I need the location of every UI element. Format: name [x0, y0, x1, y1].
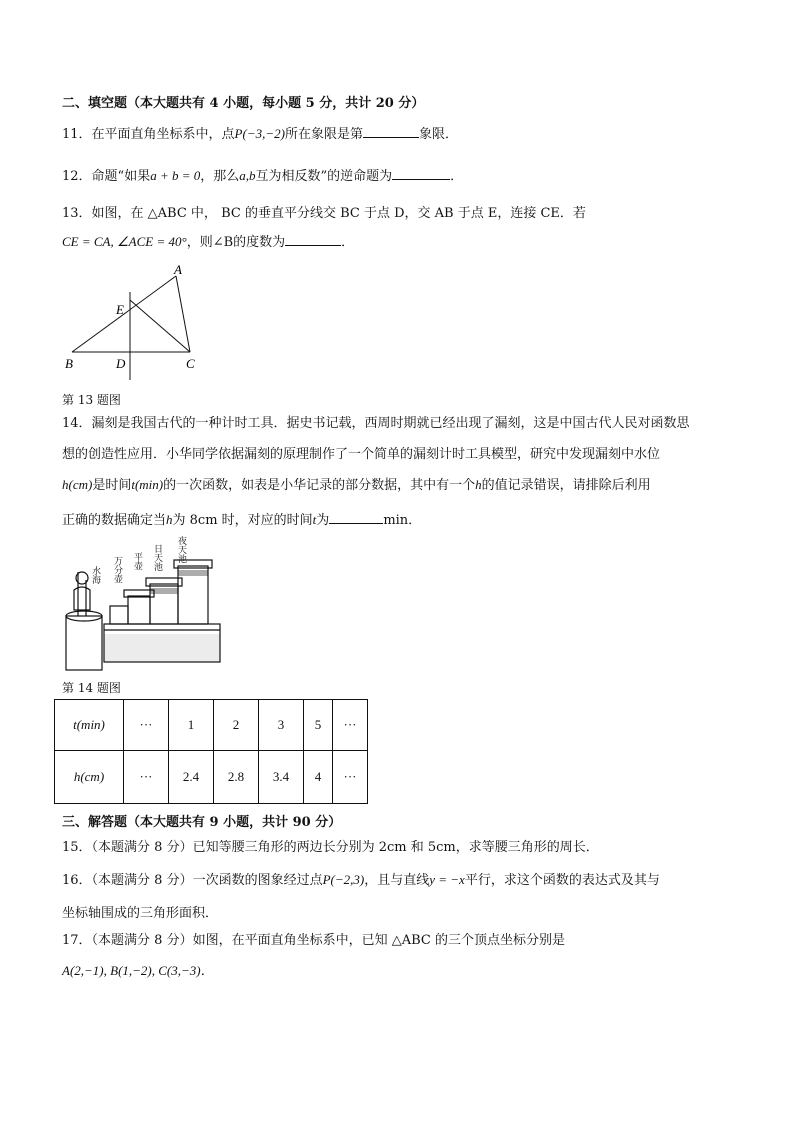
- table-header-h: h(cm): [55, 751, 124, 804]
- q14-text-b: 的一次函数，如表是小华记录的部分数据，其中有一个: [163, 478, 476, 493]
- q16-math-point: P(−2,3): [322, 872, 365, 887]
- q11-text-end: 象限．: [418, 127, 458, 142]
- label-e: E: [116, 302, 124, 317]
- question-16-line-2: 坐标轴围成的三角形面积．: [62, 906, 219, 921]
- question-16-line-1: [62, 869, 660, 888]
- q16-text-pre: 16．（本题满分 8 分）一次函数的图象经过点: [62, 873, 323, 888]
- q11-text-post: 所在象限是第: [284, 127, 363, 142]
- label-level-pot: 平壶: [133, 552, 143, 570]
- q13-math: CE = CA, ∠ACE = 40°: [62, 234, 187, 249]
- label-day-pool: 日天池: [153, 544, 163, 571]
- q14-t-var: t: [312, 512, 317, 527]
- q14-text-f: 为: [316, 513, 330, 528]
- table-cell: ···: [333, 700, 368, 751]
- segment-ec: [130, 300, 190, 352]
- question-17-line-1: 17．（本题满分 8 分）如图，在平面直角坐标系中，已知 △ABC 的三个顶点坐标分别是: [62, 933, 565, 948]
- q14-answer-blank[interactable]: [329, 511, 383, 524]
- label-b: B: [65, 356, 73, 371]
- q14-text-e: 为 8cm 时，对应的时间: [172, 513, 313, 528]
- q14-caption: 第 14 题图: [62, 681, 121, 695]
- table-cell: 2.8: [214, 751, 259, 804]
- table-cell: 5: [304, 700, 333, 751]
- q13-text-end: ．: [341, 235, 355, 250]
- q14-h-var: h: [475, 477, 482, 492]
- q12-text-end: ．: [450, 169, 464, 184]
- q12-answer-blank[interactable]: [392, 167, 450, 180]
- q11-answer-blank[interactable]: [363, 125, 419, 138]
- q11-text-pre: 11．在平面直角坐标系中，点: [62, 127, 235, 142]
- table-cell: 4: [304, 751, 333, 804]
- table-row-t: [55, 700, 368, 751]
- q13-answer-blank[interactable]: [285, 233, 341, 246]
- question-11: [62, 123, 458, 142]
- q16-math-line: y = −x: [429, 872, 465, 887]
- tank-level: [128, 596, 150, 624]
- q14-water-clock-illustration: [60, 530, 230, 675]
- table-header-t: t(min): [55, 700, 124, 751]
- segment-ba: [72, 276, 176, 352]
- label-c: C: [186, 356, 195, 371]
- segment-ac: [176, 276, 190, 352]
- table-cell: 2: [214, 700, 259, 751]
- table-cell: 3: [259, 700, 304, 751]
- question-14-line-4: [62, 509, 421, 528]
- question-13-line-1: 13．如图，在 △ABC 中， BC 的垂直平分线交 BC 于点 D，交 AB 于点 E，连接 CE．若: [62, 206, 586, 221]
- question-13-line-2: [62, 231, 354, 250]
- question-15: 15．（本题满分 8 分）已知等腰三角形的两边长分别为 2cm 和 5cm，求等腰三角形的周长．: [62, 840, 599, 855]
- table-cell: ···: [124, 751, 169, 804]
- q12-math-2: a,b: [239, 168, 256, 183]
- q13-caption: 第 13 题图: [62, 393, 121, 407]
- section-2-heading: 二、填空题（本大题共有 4 小题，每小题 5 分，共计 20 分）: [62, 96, 425, 111]
- question-14-line-2: 想的创造性应用．小华同学依据漏刻的原理制作了一个简单的漏刻计时工具模型，研究中发现漏刻中水位: [62, 447, 661, 462]
- q12-text-pre: 12．命题“如果: [62, 169, 151, 184]
- q12-text-mid: ，那么: [200, 169, 240, 184]
- label-water-sea: 水海: [91, 566, 101, 584]
- q14-h-var-2: h: [166, 512, 173, 527]
- table-cell: 1: [169, 700, 214, 751]
- q14-data-table: [54, 699, 368, 804]
- q13-triangle-figure: [58, 262, 218, 387]
- q14-text-d: 正确的数据确定当: [62, 513, 167, 528]
- label-night-pool: 夜天池: [177, 536, 187, 563]
- table-cell: 2.4: [169, 751, 214, 804]
- question-17-line-2: A(2,−1), B(1,−2), C(3,−3)．: [62, 963, 214, 978]
- q14-t-min: t(min): [131, 477, 164, 492]
- question-12: [62, 165, 463, 184]
- q14-text-g: min．: [383, 513, 422, 528]
- table-cell: ···: [333, 751, 368, 804]
- table-cell: ···: [124, 700, 169, 751]
- label-a: A: [174, 262, 182, 277]
- section-3-heading: 三、解答题（本大题共有 9 小题，共计 90 分）: [62, 815, 342, 830]
- water-sea-cylinder: [66, 616, 102, 670]
- table-cell: 3.4: [259, 751, 304, 804]
- question-14-line-3: [62, 474, 651, 493]
- q11-math: P(−3,−2): [234, 126, 285, 141]
- table-row-h: [55, 751, 368, 804]
- label-d: D: [116, 356, 126, 371]
- q12-text-post: 互为相反数”的逆命题为: [255, 169, 393, 184]
- q14-h-cm: h(cm): [62, 477, 93, 492]
- question-14-line-1: 14．漏刻是我国古代的一种计时工具．据史书记载，西周时期就已经出现了漏刻，这是中国古代人民对函数思: [62, 416, 690, 431]
- q14-text-c: 的值记录错误，请排除后利用: [481, 478, 651, 493]
- q16-text-post: 平行，求这个函数的表达式及其与: [464, 873, 660, 888]
- tank-fraction: [110, 606, 128, 624]
- q16-text-mid: ，且与直线: [364, 873, 430, 888]
- q13-text-post: ，则∠B的度数为: [186, 235, 286, 250]
- q14-text-a: 是时间: [92, 478, 132, 493]
- q12-math-1: a + b = 0: [150, 168, 201, 183]
- label-fraction-pot: 万分壶: [113, 556, 123, 583]
